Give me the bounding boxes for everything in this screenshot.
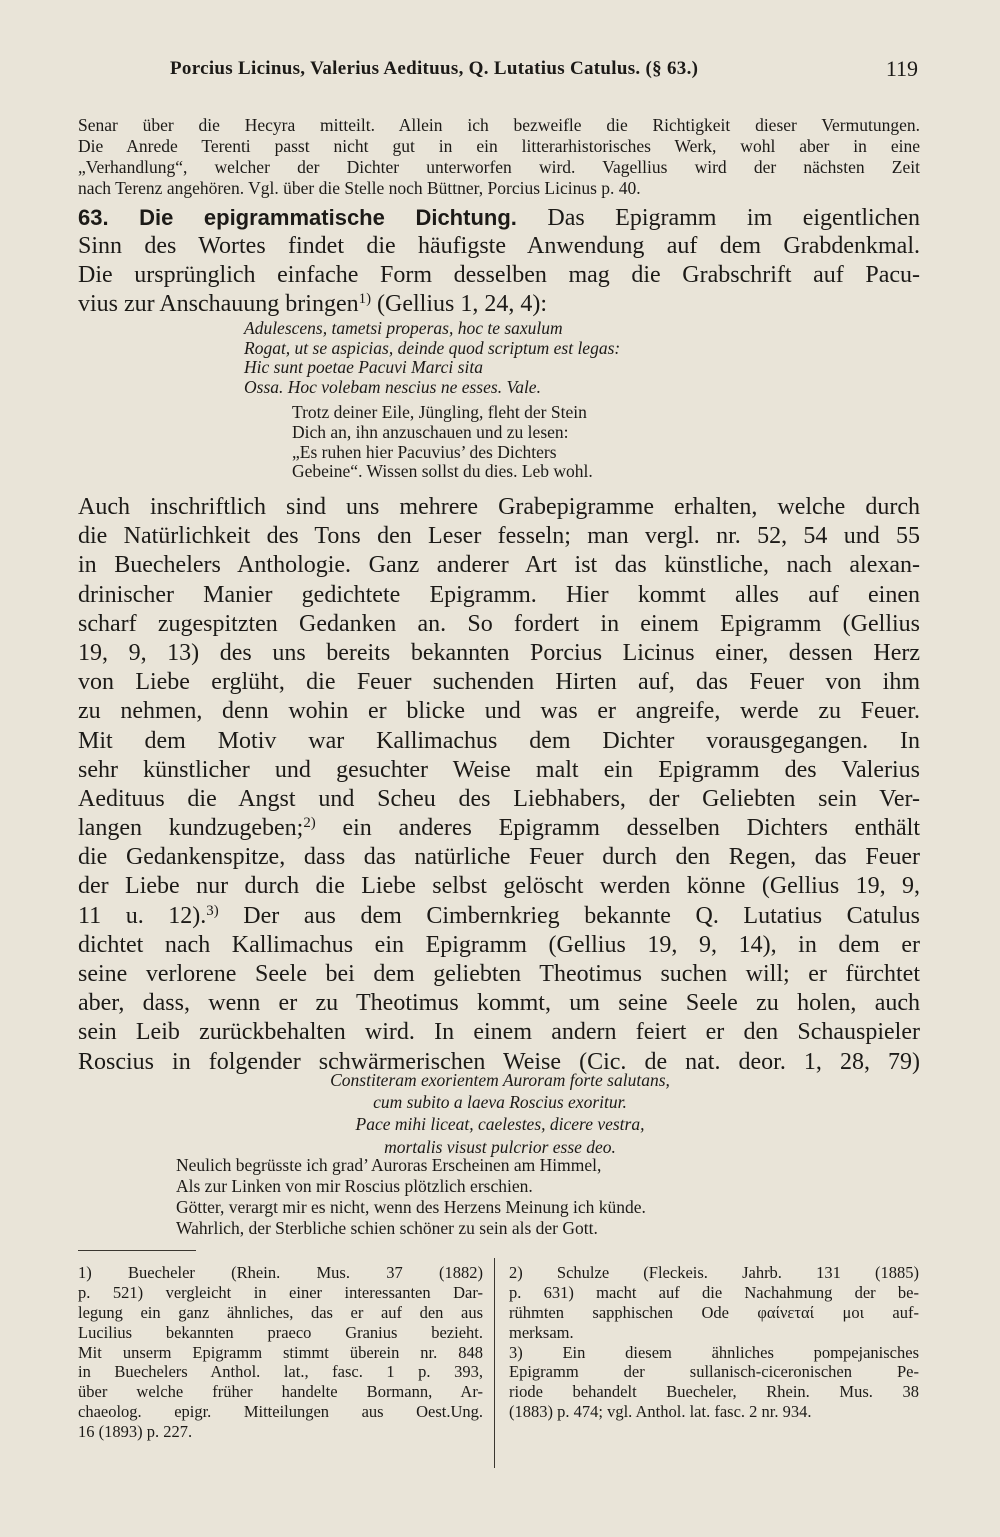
footnote-line: p. 631) macht auf die Nachahmung der be- [509, 1282, 919, 1302]
epigram-translation [176, 1155, 646, 1239]
text-line: 19, 9, 13) des uns bereits bekannten Porcius Licinus einer, dessen Herz [78, 639, 920, 666]
text-line: aber, dass, wenn er zu Theotimus kommt, um seine Seele zu holen, auch [78, 990, 920, 1017]
footnote-line: Mit unserm Epigramm stimmt überein nr. 848 [78, 1342, 483, 1362]
translation-line: Götter, verargt mir es nicht, wenn des Herzens Meinung ich künde. [176, 1197, 646, 1217]
translation-line: Gebeine“. Wissen sollst du dies. Leb wohl. [292, 461, 593, 482]
footnote-line: 2) Schulze (Fleckeis. Jahrb. 131 (1885) [509, 1263, 919, 1282]
verse-line: Adulescens, tametsi properas, hoc te saxulum [244, 318, 563, 338]
text-line: dichtet nach Kallimachus ein Epigramm (Gellius 19, 9, 14), in dem er [78, 931, 920, 958]
section-63 [78, 203, 920, 319]
text-line: Sinn des Wortes findet die häufigste Anwendung auf dem Grabdenkmal. [78, 233, 920, 259]
translation-line: Als zur Linken von mir Roscius plötzlich erschien. [176, 1176, 533, 1196]
footnote-line: chaeolog. epigr. Mitteilungen aus Oest.Ung. [78, 1402, 483, 1422]
translation-line: „Es ruhen hier Pacuvius’ des Dichters [292, 441, 557, 462]
footnote-divider [78, 1250, 196, 1251]
latin-epitaph [244, 319, 620, 397]
footnote-line: 1) Buecheler (Rhein. Mus. 37 (1882) [78, 1263, 483, 1282]
text-line: Mit dem Motiv war Kallimachus dem Dichter vorausgegangen. In [78, 727, 920, 754]
main-paragraph [78, 493, 920, 1077]
section-number: 63. [78, 205, 109, 230]
text-fragment: (Gellius 1, 24, 4): [377, 291, 548, 317]
text-line: der Liebe nur durch die Liebe selbst gelöscht werden könne (Gellius 19, 9, [78, 873, 920, 900]
running-head [170, 56, 930, 86]
footnotes-right-column [509, 1263, 919, 1422]
footnote-line: Epigramm der sullanisch-ciceronischen Pe- [509, 1362, 919, 1382]
text-line: scharf zugespitzten Gedanken an. So fordert in einem Epigramm (Gellius [78, 610, 920, 637]
verse-line: Constiteram exorientem Auroram forte salutans, [330, 1070, 670, 1090]
text-line: „Verhandlung“, welcher der Dichter unterworfen wird. Vagellius wird der nächsten Zeit [78, 157, 920, 177]
text-fragment: ein anderes Epigramm desselben Dichters enthält [342, 815, 920, 842]
footnote-line: 3) Ein diesem ähnliches pompejanisches [509, 1342, 919, 1362]
text-line: in Buechelers Anthologie. Ganz anderer Art ist das künstliche, nach alexan- [78, 552, 920, 579]
text-line: seine verlorene Seele bei dem geliebten Theotimus suchen will; er fürchtet [78, 961, 920, 987]
section-heading: Die epigrammatische Dichtung. [139, 205, 517, 230]
page-number: 119 [885, 56, 918, 81]
footnote-line: Lucilius bekannten praeco Granius bezieht. [78, 1322, 483, 1342]
text-line: Senar über die Hecyra mitteilt. Allein ich bezweifle die Richtigkeit dieser Vermutungen. [78, 115, 920, 135]
intro-paragraph [78, 115, 920, 199]
text-line: die Gedankenspitze, dass das natürliche Feuer durch den Regen, das Feuer [78, 844, 920, 871]
text-line: sein Leib zurückbehalten wird. In einem andern feiert er den Schauspieler [78, 1019, 920, 1046]
text-line: Die ursprünglich einfache Form desselben mag die Grabschrift auf Pacu- [78, 262, 920, 288]
text-line: die Natürlichkeit des Tons den Leser fesseln; man vergl. nr. 52, 54 und 55 [78, 523, 920, 550]
text-line: Aedituus die Angst und Scheu des Liebhabers, der Geliebten sein Ver- [78, 785, 920, 812]
verse-line: Pace mihi liceat, caelestes, dicere vestra, [355, 1114, 645, 1135]
translation-line: Neulich begrüsste ich grad’ Auroras Erscheinen am Himmel, [176, 1155, 602, 1175]
text-line: Die Anrede Terenti passt nicht gut in ein litterarhistorisches Werk, wohl aber in eine [78, 136, 920, 156]
text-line-with-note [78, 290, 920, 319]
text-line: zu nehmen, denn wohin er blicke und was er angreife, werde zu Feuer. [78, 698, 920, 725]
text-line: drinischer Manier gedichtete Epigramm. Hier kommt alles auf einen [78, 581, 920, 608]
footnotes-left-column [78, 1263, 483, 1442]
footnote-line: p. 521) vergleicht in einer interessanten Dar- [78, 1282, 483, 1302]
footnote-line: über welche früher handelte Bormann, Ar- [78, 1382, 483, 1402]
translation-line: Trotz deiner Eile, Jüngling, fleht der Stein [292, 402, 587, 422]
footnote-ref: 1) [358, 290, 372, 307]
footnote-line: in Buechelers Anthol. lat., fasc. 1 p. 393, [78, 1362, 483, 1382]
text-line: Das Epigramm im eigentlichen [547, 205, 921, 231]
footnote-column-divider [494, 1258, 495, 1468]
footnote-line: merksam. [509, 1322, 574, 1342]
footnote-line: legung ein ganz ähnliches, das er auf den aus [78, 1302, 483, 1322]
footnote-line: (1883) p. 474; vgl. Anthol. lat. fasc. 2 nr. 934. [509, 1402, 812, 1422]
translation-line: Dich an, ihn anzuschauen und zu lesen: [292, 421, 569, 442]
footnote-line: 16 (1893) p. 227. [78, 1422, 193, 1442]
running-head-title: Porcius Licinus, Valerius Aedituus, Q. Lutatius Catulus. (§ 63.) [170, 58, 699, 79]
verse-line: Hic sunt poetae Pacuvi Marci sita [244, 357, 483, 377]
text-fragment: 11 u. 12). [78, 902, 207, 929]
text-line: sehr künstlicher und gesuchter Weise malt ein Epigramm des Valerius [78, 756, 920, 783]
text-line-with-note [78, 902, 920, 931]
text-fragment: vius zur Anschauung bringen [78, 291, 359, 317]
text-line: Roscius in folgender schwärmerischen Weise (Cic. de nat. deor. 1, 28, 79) [78, 1048, 920, 1075]
section-heading-line [78, 203, 920, 232]
text-line: nach Terenz angehören. Vgl. über die Stelle noch Büttner, Porcius Licinus p. 40. [78, 178, 641, 198]
footnote-line: rühmten sapphischen Ode φαίνεταί μοι auf- [509, 1302, 919, 1322]
text-fragment: langen kundzugeben; [78, 815, 304, 842]
text-line: Auch inschriftlich sind uns mehrere Grabepigramme erhalten, welche durch [78, 494, 920, 520]
latin-epigram-catulus [180, 1069, 820, 1158]
text-line: von Liebe erglüht, die Feuer suchenden Hirten auf, das Feuer von ihm [78, 669, 920, 696]
footnote-ref: 3) [206, 902, 219, 919]
verse-line: mortalis visust pulcrior esse deo. [384, 1136, 616, 1157]
text-fragment: Der aus dem Cimbernkrieg bekannte Q. Lutatius Catulus [243, 902, 920, 929]
verse-line: Rogat, ut se aspicias, deinde quod scriptum est legas: [244, 337, 621, 358]
footnote-ref: 2) [303, 814, 316, 831]
epitaph-translation [292, 403, 593, 482]
verse-line: Ossa. Hoc volebam nescius ne esses. Vale. [244, 376, 541, 397]
text-line-with-note [78, 814, 920, 843]
translation-line: Wahrlich, der Sterbliche schien schöner zu sein als der Gott. [176, 1218, 598, 1238]
footnote-line: riode behandelt Buecheler, Rhein. Mus. 38 [509, 1382, 919, 1402]
verse-line: cum subito a laeva Roscius exoritur. [373, 1092, 627, 1113]
